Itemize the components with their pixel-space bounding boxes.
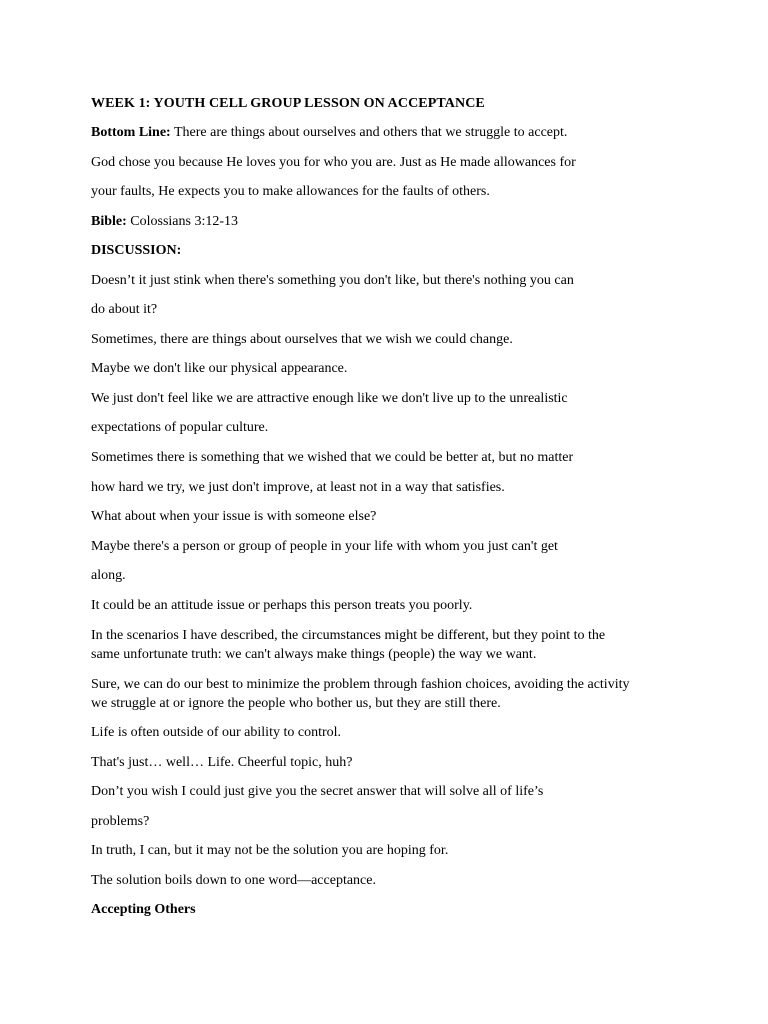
body-line: God chose you because He loves you for who you are. Just as He made allowances for: [91, 155, 576, 170]
bottom-line-text: There are things about ourselves and others that we struggle to accept.: [170, 125, 568, 140]
bottom-line-label: Bottom Line:: [91, 125, 171, 140]
body-line: we struggle at or ignore the people who bother us, but they are still there.: [91, 696, 501, 711]
body-line: That's just… well… Life. Cheerful topic, huh?: [91, 755, 353, 770]
body-line: your faults, He expects you to make allowances for the faults of others.: [91, 184, 490, 199]
body-line: same unfortunate truth: we can't always make things (people) the way we want.: [91, 647, 537, 662]
body-line: do about it?: [91, 302, 158, 317]
body-line: Doesn’t it just stink when there's something you don't like, but there's nothing you can: [91, 273, 574, 288]
discussion-heading: DISCUSSION:: [91, 243, 182, 258]
body-line: expectations of popular culture.: [91, 420, 269, 435]
bottom-line-paragraph: [91, 123, 567, 142]
bible-reference: [91, 212, 238, 231]
bible-label: Bible:: [91, 214, 127, 229]
body-line: Sure, we can do our best to minimize the problem through fashion choices, avoiding the activity: [91, 677, 630, 692]
body-line: Don’t you wish I could just give you the secret answer that will solve all of life’s: [91, 784, 544, 799]
body-line: In the scenarios I have described, the circumstances might be different, but they point to the: [91, 628, 606, 643]
body-line: Maybe we don't like our physical appearance.: [91, 361, 348, 376]
body-line: It could be an attitude issue or perhaps this person treats you poorly.: [91, 598, 473, 613]
body-line: We just don't feel like we are attractive enough like we don't live up to the unrealistic: [91, 391, 568, 406]
body-line: Sometimes there is something that we wished that we could be better at, but no matter: [91, 450, 574, 465]
bible-text: Colossians 3:12-13: [126, 214, 239, 229]
body-line: What about when your issue is with someone else?: [91, 509, 377, 524]
body-line: The solution boils down to one word—acceptance.: [91, 873, 376, 888]
body-line: along.: [91, 568, 126, 583]
body-line: how hard we try, we just don't improve, at least not in a way that satisfies.: [91, 480, 505, 495]
body-line: problems?: [91, 814, 150, 829]
body-line: Life is often outside of our ability to control.: [91, 725, 342, 740]
body-line: Maybe there's a person or group of people in your life with whom you just can't get: [91, 539, 558, 554]
accepting-others-heading: Accepting Others: [91, 902, 196, 917]
body-line: Sometimes, there are things about ourselves that we wish we could change.: [91, 332, 513, 347]
body-line: In truth, I can, but it may not be the solution you are hoping for.: [91, 843, 449, 858]
document-title: WEEK 1: YOUTH CELL GROUP LESSON ON ACCEPTANCE: [91, 96, 485, 111]
